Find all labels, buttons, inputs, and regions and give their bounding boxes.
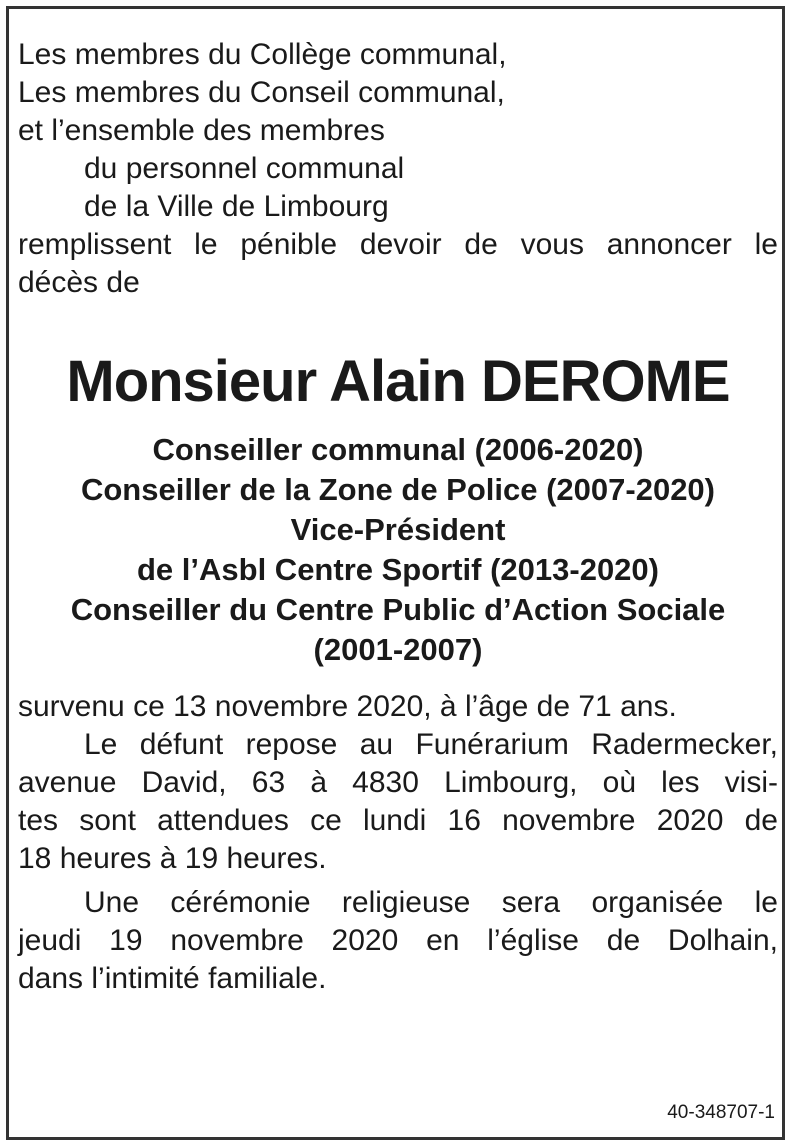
reference-number: 40-348707-1 <box>667 1102 775 1123</box>
deceased-name: Monsieur Alain DEROME <box>66 349 730 414</box>
titles-list <box>18 430 778 670</box>
intro-line: et l’ensemble des membres <box>18 114 385 147</box>
ceremony-line: dans l’intimité familiale. <box>18 962 327 995</box>
title-line: Conseiller communal (2006-2020) <box>152 432 644 467</box>
title-line: Vice-Président <box>290 512 506 547</box>
intro-line: Les membres du Collège communal, <box>18 38 507 71</box>
ceremony-line: Une cérémonie religieuse sera organisée le <box>84 886 778 919</box>
ceremony-line: jeudi 19 novembre 2020 en l’église de Dolhain, <box>18 924 778 957</box>
intro-line: Les membres du Conseil communal, <box>18 76 505 109</box>
title-line: de l’Asbl Centre Sportif (2013-2020) <box>137 552 659 587</box>
details <box>18 688 778 998</box>
visitation-line: 18 heures à 19 heures. <box>18 842 327 875</box>
title-line: Conseiller du Centre Public d’Action Sociale <box>70 592 726 627</box>
death-date-line: survenu ce 13 novembre 2020, à l’âge de 71 ans. <box>18 690 677 723</box>
obituary-notice <box>18 36 778 998</box>
intro-line: décès de <box>18 266 140 299</box>
intro-line: de la Ville de Limbourg <box>84 190 389 223</box>
title-line: Conseiller de la Zone de Police (2007-2020) <box>80 472 716 507</box>
visitation-line: Le défunt repose au Funérarium Radermecker, <box>84 728 778 761</box>
title-line: (2001-2007) <box>313 632 483 667</box>
intro-line: remplissent le pénible devoir de vous annoncer le <box>18 228 778 261</box>
intro-line: du personnel communal <box>84 152 405 185</box>
visitation-line: avenue David, 63 à 4830 Limbourg, où les visi- <box>18 766 778 799</box>
visitation-line: tes sont attendues ce lundi 16 novembre 2020 de <box>18 804 778 837</box>
